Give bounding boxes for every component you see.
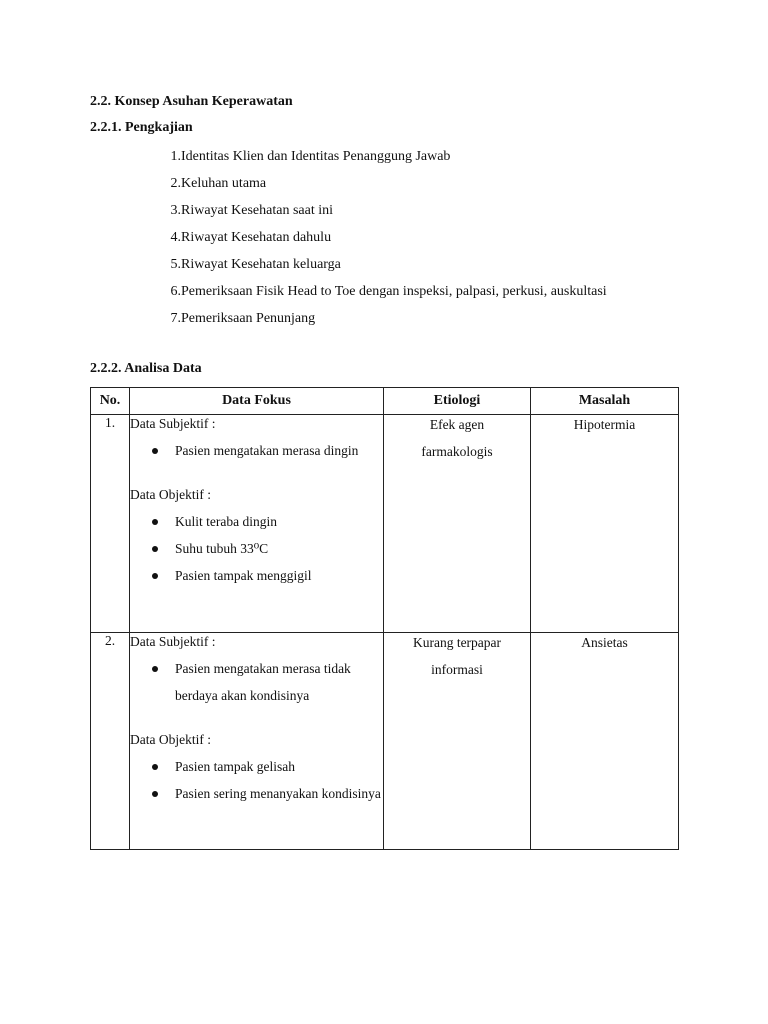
- header-masalah: Masalah: [531, 388, 679, 415]
- list-item: Pasien sering menanyakan kondisinya: [130, 780, 383, 807]
- header-etiologi: Etiologi: [384, 388, 531, 415]
- bullet-icon: [152, 448, 158, 454]
- objektif-list: [130, 508, 383, 589]
- list-item: 4. Riwayat Kesehatan dahulu: [170, 230, 332, 245]
- data-fokus-cell: [130, 415, 384, 633]
- header-data-fokus: Data Fokus: [130, 388, 384, 415]
- list-item: Pasien mengatakan merasa tidak berdaya akan kondisinya: [130, 655, 383, 709]
- header-no: No.: [91, 388, 130, 415]
- table-header-row: [91, 388, 679, 415]
- bullet-icon: [152, 764, 158, 770]
- list-item: 5. Riwayat Kesehatan keluarga: [170, 257, 341, 272]
- etiologi-cell: Efek agen farmakologis: [384, 415, 531, 633]
- subsection-title-analisa: 2.2.2. Analisa Data: [90, 361, 202, 376]
- list-item: Pasien tampak gelisah: [130, 753, 383, 780]
- objektif-label: Data Objektif :: [130, 487, 211, 502]
- objektif-list: [130, 753, 383, 807]
- table-row: [91, 633, 679, 850]
- masalah-cell: Ansietas: [531, 633, 679, 850]
- list-item: 7. Pemeriksaan Penunjang: [170, 311, 316, 326]
- pengkajian-list: [150, 143, 607, 332]
- list-item: 1. Identitas Klien dan Identitas Penanggung Jawab: [170, 149, 451, 164]
- subsection-title-pengkajian: 2.2.1. Pengkajian: [90, 120, 193, 135]
- masalah-cell: Hipotermia: [531, 415, 679, 633]
- subjektif-label: Data Subjektif :: [130, 634, 216, 649]
- list-item: 2. Keluhan utama: [170, 176, 267, 191]
- bullet-icon: [152, 791, 158, 797]
- analisa-data-table: [90, 387, 679, 850]
- subjektif-label: Data Subjektif :: [130, 416, 216, 431]
- subjektif-list: [130, 655, 383, 709]
- bullet-icon: [152, 519, 158, 525]
- table-row: [91, 415, 679, 633]
- list-item: Suhu tubuh 33⁰C: [130, 535, 383, 562]
- list-item: Pasien mengatakan merasa dingin: [130, 437, 383, 464]
- objektif-label: Data Objektif :: [130, 732, 211, 747]
- list-item: 6. Pemeriksaan Fisik Head to Toe dengan inspeksi, palpasi, perkusi, auskultasi: [170, 284, 607, 299]
- section-title: 2.2. Konsep Asuhan Keperawatan: [90, 94, 293, 109]
- data-fokus-cell: [130, 633, 384, 850]
- etiologi-cell: Kurang terpapar informasi: [384, 633, 531, 850]
- row-number: 2.: [91, 633, 130, 850]
- list-item: Pasien tampak menggigil: [130, 562, 383, 589]
- row-number: 1.: [91, 415, 130, 633]
- bullet-icon: [152, 546, 158, 552]
- subjektif-list: [130, 437, 383, 464]
- list-item: Kulit teraba dingin: [130, 508, 383, 535]
- bullet-icon: [152, 573, 158, 579]
- bullet-icon: [152, 666, 158, 672]
- list-item: 3. Riwayat Kesehatan saat ini: [170, 203, 334, 218]
